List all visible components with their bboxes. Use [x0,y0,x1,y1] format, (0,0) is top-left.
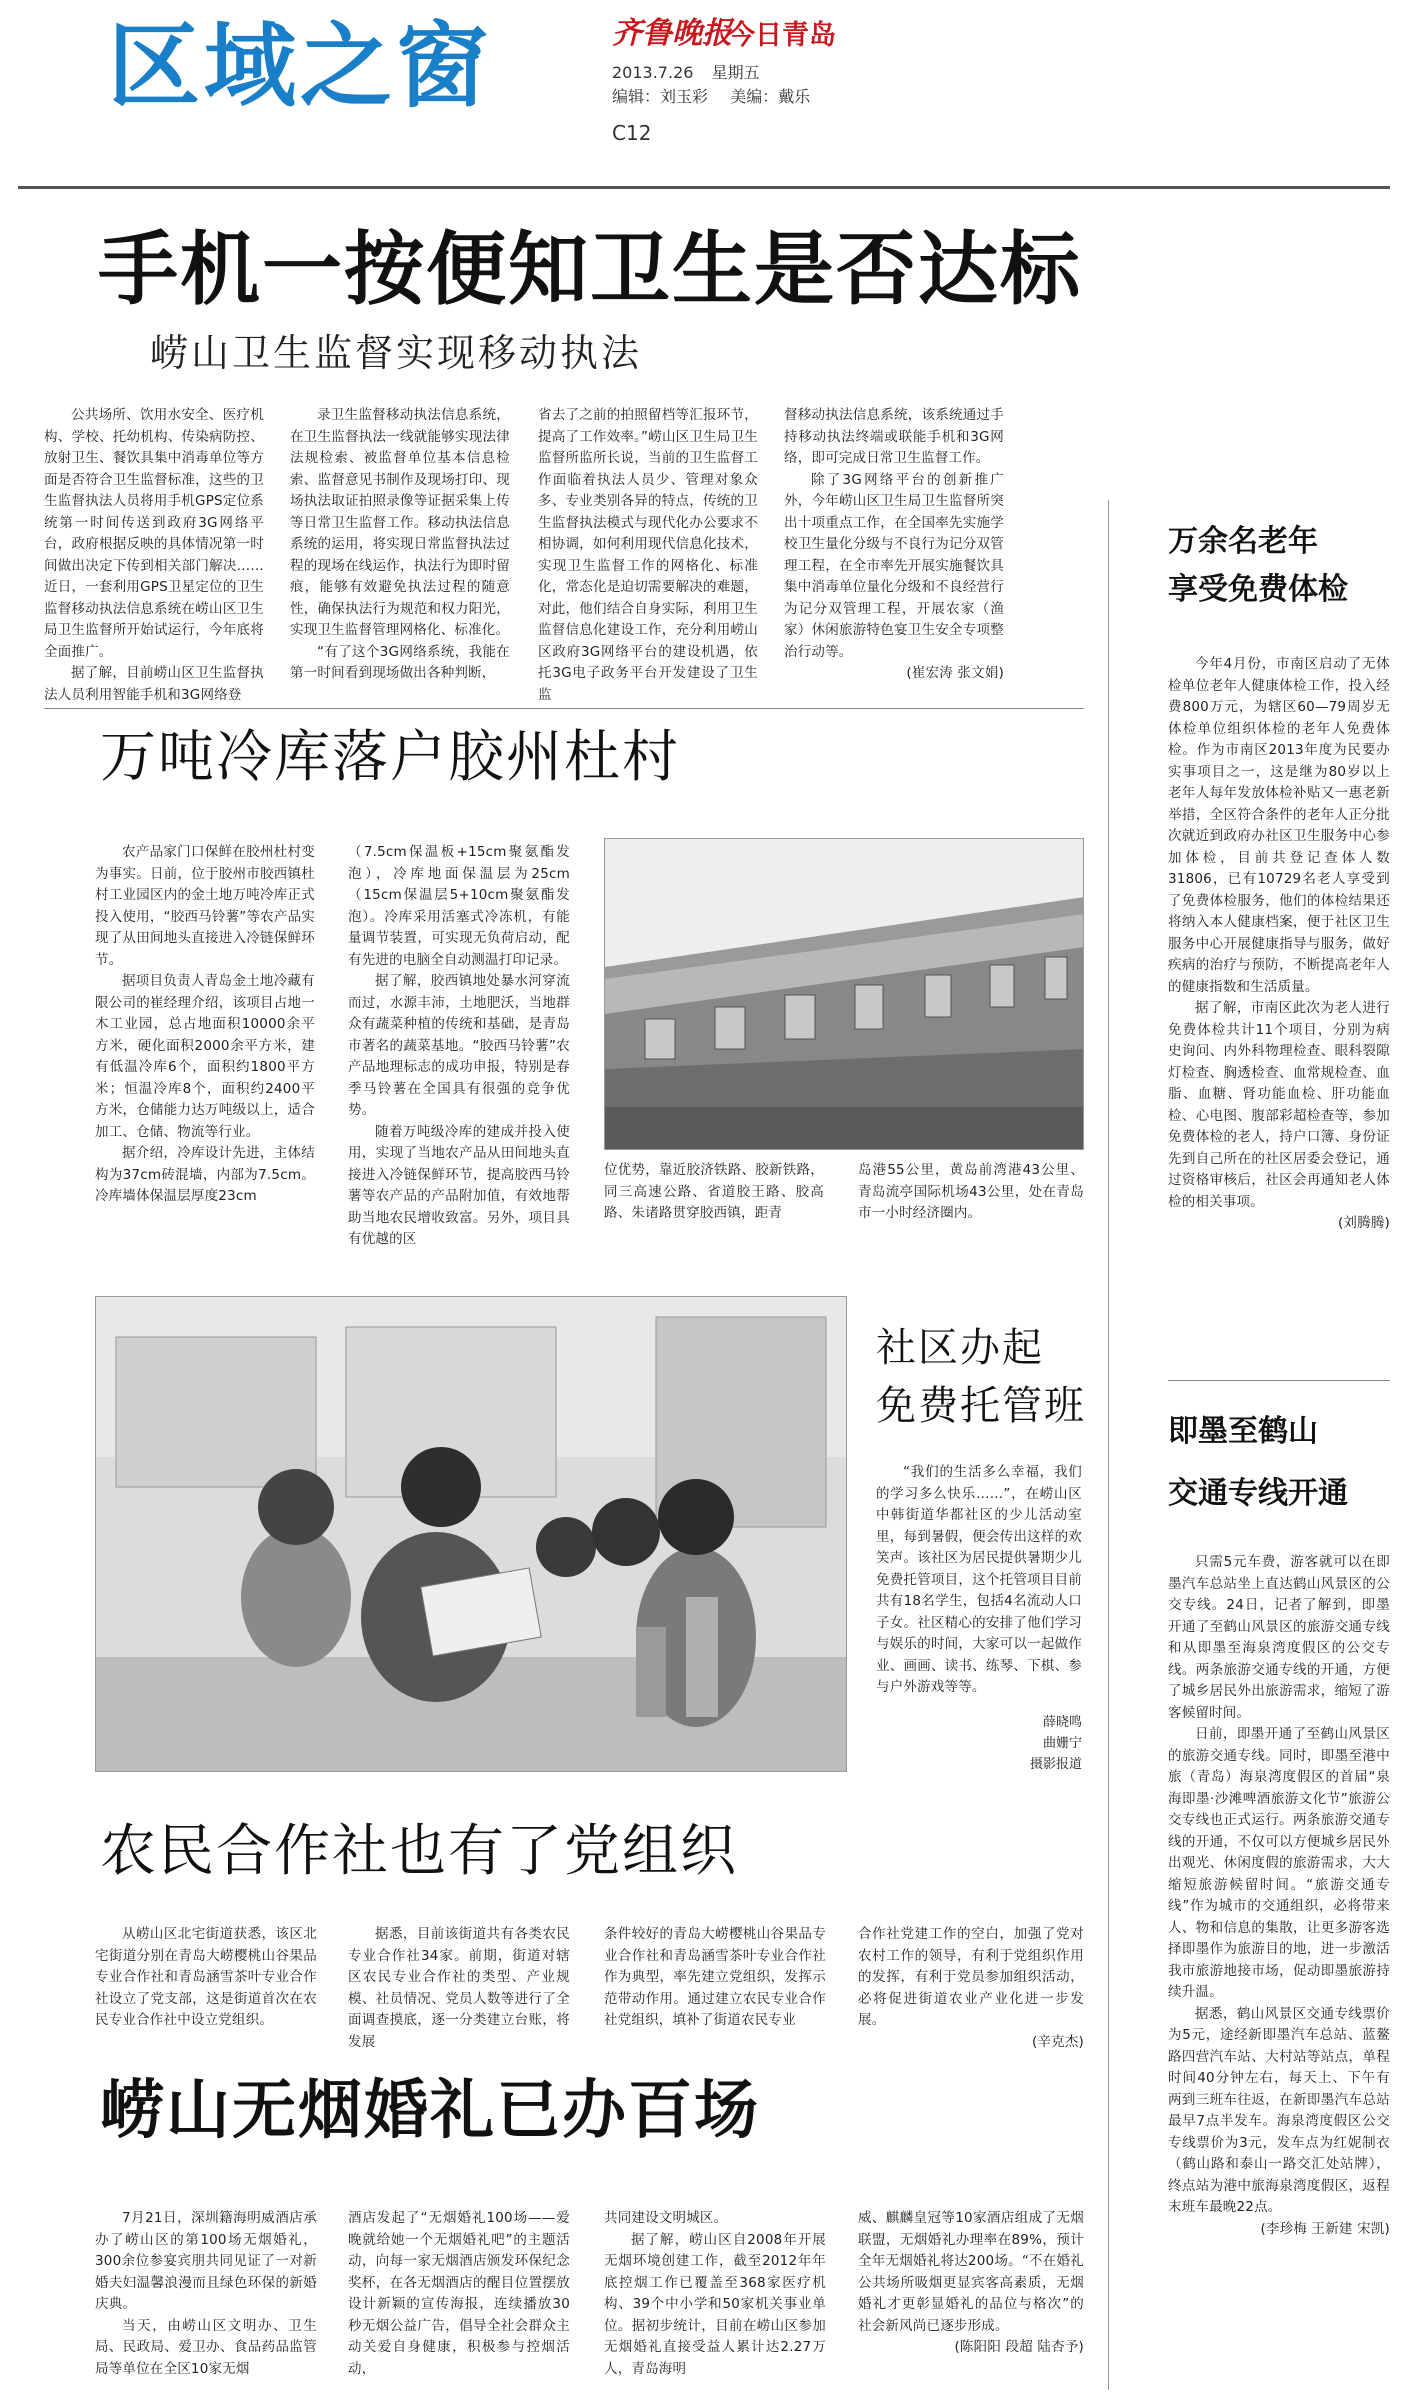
daycare-photo [95,1296,847,1772]
lead-para: 据了解，目前崂山区卫生监督执法人员利用智能手机和3G网络登 [44,665,264,703]
bus-body [1168,1552,1390,2240]
cold-para: （7.5cm保温板+15cm聚氨酯发泡），冷库地面保温层为25cm（15cm保温层5+10cm聚氨酯发泡）。冷库采用活塞式冷冻机，有能量调节装置，可实现无负荷启动，配有先进的电脑全自动测温打印记录。 [348,844,570,968]
bus-para: 日前，即墨开通了至鹤山风景区的旅游交通专线。同时，即墨至港中旅（青岛）海泉湾度假区的首届“泉海即墨·沙滩啤酒旅游文化节”旅游公交专线也正式运行。两条旅游交通专线的开通，不仅可以方便城乡居民外出观光、休闲度假的旅游需求，大大缩短旅游候留时间。“旅游交通专线”作为城市的交通组织，必将带来人、物和信息的集散，让更多游客选择即墨作为旅游目的地，进一步激活我市旅游地接市场，促动即墨旅游持续升温。 [1168,1726,1390,2000]
weekday: 星期五 [711,63,760,82]
lead-para: 公共场所、饮用水安全、医疗机构、学校、托幼机构、传染病防控、放射卫生、餐饮具集中消毒单位等方面是否符合卫生监督标准，这些的卫生监督执法人员将用手机GPS定位系统第一时间传送到政府3G网络平台，政府根据反映的具体情况第一时间做出决定下传到相关部门解决……近日，一套利用GPS卫星定位的卫生监督移动执法信息系统在崂山区卫生局卫生监督所开始试运行，今年底将全面推广。 [44,407,264,660]
lead-col-1 [44,405,264,706]
daycare-credits [876,1712,1082,1775]
masthead [0,0,1409,190]
lead-para: 省去了之前的拍照留档等汇报环节，提高了工作效率。”崂山区卫生局卫生监督所监所长说，当前的卫生监督工作面临着执法人员少、管理对象众多、专业类别各异的特点，传统的卫生监督执法模式与现代化办公要求不相协调，如何利用现代信息化技术，实现卫生监督工作的网格化、标准化，常态化是迫切需要解决的难题，对此，他们结合自身实际，利用卫生监督信息化建设工作，充分利用崂山区政府3G网络平台的建设机遇，依托3G电子政务平台开发建设了卫生监 [538,407,758,703]
credit-name: 曲姗宁 [1042,1736,1082,1751]
masthead-rule [18,186,1390,189]
sidebar-rule [1168,1380,1390,1381]
lead-col-2 [290,405,510,685]
elder-para: 今年4月份，市南区启动了无体检单位老年人健康体检工作，投入经费800万元，为辖区60—79周岁无体检单位组织体检的老年人免费体检。作为市南区2013年度为民要办实事项目之一，这是继为80岁以上老年人每年发放体检补贴又一惠老新举措，全区符合条件的老年人正分批次就近到政府办社区卫生服务中心参加体检，目前共登记查体人数31806，已有10729名老人享受到了免费体检服务，他们的体检结果还将纳入本人健康档案，便于社区卫生服务中心开展健康指导与服务，做好疾病的治疗与预防，不断提高老年人的健康指数和生活质量。 [1168,656,1390,995]
cold-para: 随着万吨级冷库的建成并投入使用，实现了当地农产品从田间地头直接进入冷链保鲜环节，提高胶西马铃薯等农产品的产品附加值，有效地帮助当地农民增收致富。另外，项目具有优越的区 [348,1123,570,1247]
cold-para: 农产品家门口保鲜在胶州杜村变为事实。日前，位于胶州市胶西镇杜村工业园区内的金土地万吨冷库正式投入使用，“胶西马铃薯”等农产品实现了从田间地头直接进入冷链保鲜环节。 [95,844,315,968]
elder-body [1168,654,1390,1235]
lead-headline: 手机一按便知卫生是否达标 [98,223,1082,316]
lead-para: 督移动执法信息系统，该系统通过手持移动执法终端或联能手机和3G网络，即可完成日常卫生监督工作。 [784,407,1004,466]
credit-name: 薛晓鸣 [1042,1715,1082,1730]
page-number: C12 [612,121,652,145]
cold-col-3 [604,1160,824,1225]
elder-para: 据了解，市南区此次为老人进行免费体检共计11个项目，分别为病史询问、内外科物理检查、眼科裂隙灯检查、胸透检查、血常规检查、血脂、血糖、肾功能血检、肝功能血检、心电图、腹部彩超检查等，参加免费体检的老人，持户口簿、身份证先到自己所在的社区居委会登记，通过资格审核后，社区会再通知老人体检的相关事项。 [1168,1000,1390,1210]
bus-headline-1: 即墨至鹤山 [1168,1414,1318,1449]
wedding-para: 酒店发起了“无烟婚礼100场——爱晚就给她一个无烟婚礼吧”的主题活动，向每一家无烟酒店颁发环保纪念奖杯，在各无烟酒店的醒目位置摆放设计新颖的宣传海报，连续播放30秒无烟公益广告，倡导全社会群众主动关爱自身健康，积极参与控烟活动， [348,2210,570,2377]
cold-para: 位优势，靠近胶济铁路、胶新铁路，同三高速公路、省道胶王路、胶高路、朱诸路贯穿胶西镇，距青 [604,1162,824,1221]
wedding-col-3 [604,2208,826,2380]
warehouse-image [605,839,1084,1150]
lead-para: 除了3G网络平台的创新推广外，今年崂山区卫生局卫生监督所突出十项重点工作，在全国率先实施学校卫生量化分级与不良行为记分双管理工程，在全市率先开展实施餐饮具集中消毒单位量化分级和不良经营行为记分双管理工程，开展农家（渔家）休闲旅游特色宴卫生安全专项整治行动等。 [784,471,1004,660]
coop-col-1 [95,1924,317,2032]
lead-subtitle: 崂山卫生监督实现移动执法 [150,331,643,375]
children-reading-image [96,1297,847,1772]
wedding-para: 7月21日，深圳籍海明威酒店承办了崂山区的第100场无烟婚礼，300余位参宴宾朋共同见证了一对新婚夫妇温馨浪漫而且绿色环保的新婚庆典。 [95,2210,317,2312]
lead-para: “有了这个3G网络系统，我能在第一时间看到现场做出各种判断， [290,643,510,681]
coop-headline: 农民合作社也有了党组织 [100,1819,738,1884]
coop-col-4 [858,1924,1084,2053]
bus-headline-2: 交通专线开通 [1168,1476,1348,1511]
cold-col-2 [348,842,570,1251]
daycare-para: “我们的生活多么幸福，我们的学习多么快乐……”，在崂山区中韩街道华都社区的少儿活动室里，每到暑假，便会传出这样的欢笑声。该社区为居民提供暑期少儿免费托管项目，这个托管项目目前共有18名学生，包括4名流动人口子女。社区精心的安排了他们学习与娱乐的时间，大家可以一起做作业、画画、读书、练琴、下棋、参与户外游戏等等。 [876,1464,1082,1695]
credit-label: 摄影报道 [1029,1757,1082,1772]
wedding-para: 当天，由崂山区文明办、卫生局、民政局、爱卫办、食品药品监管局等单位在全区10家无烟 [95,2317,317,2377]
cold-para: 据项目负责人青岛金土地冷藏有限公司的崔经理介绍，该项目占地一木工业园，总占地面积10000余平方米，硬化面积2000余平方米，建有低温冷库6个，面积约1800平方米；恒温冷库8个，面积约2400平方米，仓储能力达万吨级以上，适合加工、仓储、物流等行业。 [95,973,315,1140]
staff-credits [612,86,810,108]
coop-para: 从崂山区北宅街道获悉，该区北宅街道分别在青岛大崂樱桃山谷果品专业合作社和青岛涵雪茶叶专业合作社设立了党支部，这是街道首次在农民专业合作社中设立党组织。 [95,1926,317,2028]
lead-byline: (崔宏涛 张文娟) [906,665,1004,681]
lead-col-4 [784,405,1004,685]
cold-para: 据介绍，冷库设计先进，主体结构为37cm砖混墙，内部为7.5cm。冷库墙体保温层厚度23cm [95,1145,315,1204]
wedding-byline: (陈阳阳 段超 陆杏予) [954,2339,1084,2355]
divider [44,708,1084,709]
coop-col-2 [348,1924,570,2053]
coop-para: 合作社党建工作的空白，加强了党对农村工作的领导，有利于党组织作用的发挥，有利于党员参加组织活动，必将促进街道农业产业化进一步发展。 [858,1926,1084,2028]
coop-para: 据悉，目前该街道共有各类农民专业合作社34家。前期，街道对辖区农民专业合作社的类型、产业规模、社员情况、党员人数等进行了全面调查摸底，逐一分类建立台账，将发展 [348,1926,570,2050]
lead-col-3 [538,405,758,706]
issue-date [612,62,760,84]
cold-col-1 [95,842,315,1208]
bus-para: 只需5元车费，游客就可以在即墨汽车总站坐上直达鹤山风景区的公交专线。24日，记者了解到，即墨开通了至鹤山风景区的旅游交通专线和从即墨至海泉湾度假区的公交专线。两条旅游交通专线的开通，方便了城乡居民外出旅游需求，缩短了游客候留时间。 [1168,1554,1390,1721]
wedding-col-4 [858,2208,1084,2359]
coop-para: 条件较好的青岛大崂樱桃山谷果品专业合作社和青岛涵雪茶叶专业合作社作为典型，率先建立党组织，发挥示范带动作用。通过建立农民专业合作社党组织，填补了街道农民专业 [604,1926,826,2028]
cold-para: 据了解，胶西镇地处暴水河穿流而过，水源丰沛，土地肥沃，当地群众有蔬菜种植的传统和基础，是青岛市著名的蔬菜基地。“胶西马铃薯”农产品地理标志的成功申报，特别是春季马铃薯在全国具有很强的竞争优势。 [348,973,570,1118]
wedding-col-2 [348,2208,570,2380]
wedding-para: 据了解，崂山区自2008年开展无烟环境创建工作，截至2012年年底控烟工作已覆盖至368家医疗机构、39个中小学和50家机关事业单位。据初步统计，目前在崂山区参加无烟婚礼直接受益人累计达2.27万人，青岛海明 [604,2231,826,2377]
section-title: 区域之窗 [108,13,493,120]
coop-byline: (辛克杰) [1031,2033,1084,2050]
bus-para: 据悉，鹤山风景区交通专线票价为5元，途经新即墨汽车总站、蓝鳌路四营汽车站、大村站等站点，单程时间40分钟左右，每天上、下午有两到三班车往返，在新即墨汽车总站最早7点半发车。海泉湾度假区公交专线票价为3元，发车点为红妮制衣（鹤山路和泰山一路交汇处站牌），终点站为港中旅海泉湾度假区，返程末班车最晚22点。 [1168,2005,1390,2215]
cold-storage-photo [604,838,1084,1150]
elder-byline: (刘腾腾) [1337,1215,1390,1231]
designer: 美编：戴乐 [730,87,811,106]
editor: 编辑：刘玉彩 [612,87,709,106]
wedding-para: 共同建设文明城区。 [604,2210,728,2226]
daycare-headline-1: 社区办起 [876,1325,1044,1371]
cold-col-4 [858,1160,1084,1225]
date: 2013.7.26 [612,63,694,82]
daycare-body [876,1462,1082,1699]
lead-para: 录卫生监督移动执法信息系统，在卫生监督执法一线就能够实现法律法规检索、被监督单位基本信息检索、监督意见书制作及现场打印、现场执法取证拍照录像等证据采集上传等日常卫生监督工作。移动执法信息系统的运用，将实现日常监督执法过程的现场在线运作，执法行为即时留痕，能够有效避免执法过程的随意性，确保执法行为规范和权力阳光，实现卫生监督管理网格化、标准化。 [290,407,510,638]
cold-para: 岛港55公里，黄岛前湾港43公里、青岛流亭国际机场43公里，处在青岛市一小时经济圈内。 [858,1162,1084,1221]
brand-logo: 齐鲁晚报 [612,16,732,51]
coop-col-3 [604,1924,826,2032]
elder-headline-1: 万余名老年 [1168,524,1318,559]
brand-sub: 今日青岛 [728,20,836,51]
wedding-headline: 崂山无烟婚礼已办百场 [100,2074,760,2148]
daycare-headline-2: 免费托管班 [876,1383,1086,1429]
wedding-col-1 [95,2208,317,2380]
cold-storage-headline: 万吨冷库落户胶州杜村 [100,725,680,790]
elder-headline-2: 享受免费体检 [1168,572,1348,607]
bus-byline: (李珍梅 王新建 宋凯) [1260,2220,1390,2237]
wedding-para: 威、麒麟皇冠等10家酒店组成了无烟联盟，无烟婚礼办理率在89%，预计全年无烟婚礼将达200场。“不在婚礼公共场所吸烟更显宾客高素质，无烟婚礼才更彰显婚礼的品位与格次”的社会新风尚已逐步形成。 [858,2210,1084,2334]
sidebar-divider [1108,500,1109,2390]
